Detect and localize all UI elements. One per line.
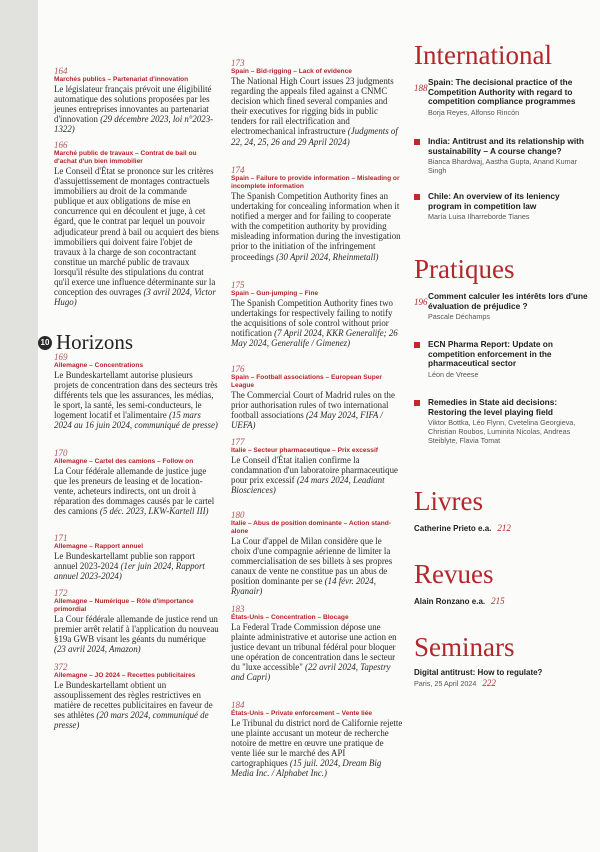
entry-text: Le Bundeskartellamt publie son rapport annuel 2023-2024 (1er juin 2024, Rapport annuel 2023-2024) (54, 551, 205, 582)
entry-number: 180 (231, 510, 245, 520)
entry-keywords: États-Unis – Private enforcement – Vente liée (231, 710, 373, 717)
item-title: Chile: An overview of its leniency program in competition law (428, 191, 560, 211)
entry-number: 184 (231, 700, 245, 710)
entry-text: The National High Court issues 23 judgments regarding the appeals filed against a CNMC decision which fined several companies and their executives for rigging bids in public tenders for rail electrification and electromechanical infrastructure (Judgments of 22, 24, 25, 26 and 29 April 2024) (231, 76, 398, 147)
livres-entry[interactable] (414, 523, 594, 534)
entry-number: 176 (231, 364, 245, 374)
page-number: 222 (482, 678, 496, 688)
entry-keywords: Allemagne – Numérique – Rôle d'importance primordial (54, 598, 194, 613)
entry-keywords: États-Unis – Concentration – Blocage (231, 614, 349, 621)
revues-authors: Alain Ronzano e.a. (414, 597, 486, 606)
item-authors: María Luisa Ilharreborde Tianes (428, 212, 530, 222)
section-title: Horizons (56, 330, 133, 354)
entry-keywords: Marchés publics – Partenariat d'innovation (54, 76, 189, 83)
entry-183[interactable] (231, 604, 403, 683)
section-number-badge: 10 (38, 336, 52, 350)
page-number: 188 (414, 83, 428, 93)
section-seminars-heading: Seminars (414, 632, 515, 662)
section-revues-heading: Revues (414, 559, 494, 589)
item-authors: Pascale Déchamps (428, 312, 490, 322)
entry-number: 175 (231, 280, 245, 290)
item-authors: Borja Reyes, Alfonso Rincón (428, 107, 520, 117)
entry-164[interactable] (54, 66, 219, 134)
entry-keywords: Allemagne – Concentrations (54, 362, 144, 369)
entry-keywords: Allemagne – Rapport annuel (54, 543, 144, 550)
bullet-square-icon (414, 400, 420, 406)
entry-177[interactable] (231, 437, 403, 495)
entry-171[interactable] (54, 533, 219, 581)
entry-text: Le Bundeskartellamt autorise plusieurs projets de concentration dans des secteurs très différents tels que les assurances, les médias, le sport, la santé, les semi-conducteurs, le logement locatif et l'alimentaire (15 mars 2024 au 16 juin 2024, communiqué de presse) (54, 370, 218, 431)
section-livres-heading: Livres (414, 486, 483, 516)
item-title: Spain: The decisional practice of the Competition Authority with regard to competition compliance programmes (428, 77, 576, 107)
international-item-india[interactable] (414, 137, 594, 175)
entry-text: Le Conseil d'État italien confirme la condamnation d'un laboratoire pharmaceutique pour prix excessif (24 mars 2024, Leadiant Biosciences) (231, 455, 398, 496)
bullet-square-icon (414, 194, 420, 200)
section-heading (38, 330, 133, 355)
entry-number: 164 (54, 66, 68, 76)
item-title: Comment calculer les intérêts lors d'une évaluation de préjudice ? (428, 291, 588, 311)
entry-text: La Federal Trade Commission dépose une plainte administrative et autorise une action en justice devant un tribunal fédéral pour bloquer une opération de concentration dans le secteur du "luxe accessible" (22 avril 2024, Tapestry and Capri) (231, 622, 397, 683)
entry-180[interactable] (231, 510, 403, 597)
entry-number: 170 (54, 448, 68, 458)
seminars-entry[interactable] (414, 668, 594, 689)
entry-173[interactable] (231, 58, 403, 147)
entry-number: 171 (54, 533, 68, 543)
entry-170[interactable] (54, 448, 219, 516)
revues-entry[interactable] (414, 596, 594, 607)
entry-184[interactable] (231, 700, 403, 779)
entry-372[interactable] (54, 662, 219, 730)
entry-number: 173 (231, 58, 245, 68)
entry-keywords: Spain – Failure to provide information – Misleading or incomplete information (231, 175, 400, 190)
page-number: 215 (491, 596, 505, 606)
international-item-chile[interactable] (414, 192, 594, 221)
entry-text: The Spanish Competition Authority fines an undertaking for concealing information when it notified a merger and for failing to cooperate with the competition authority by providing misleading information during the investigation prior to the initiation of the infringement proceedings (30 April 2024, Rheinmetall) (231, 191, 401, 262)
item-title: India: Antitrust and its relationship with sustainability – A course change? (428, 136, 584, 156)
page-gutter (0, 0, 38, 852)
item-authors: Bianca Bhardwaj, Aastha Gupta, Anand Kumar Singh (428, 157, 578, 176)
entry-keywords: Spain – Bid-rigging – Lack of evidence (231, 68, 352, 75)
livres-authors: Catherine Prieto e.a. (414, 524, 492, 533)
entry-172[interactable] (54, 588, 219, 654)
entry-number: 372 (54, 662, 68, 672)
entry-number: 174 (231, 165, 245, 175)
entry-keywords: Allemagne – Cartel des camions – Follow on (54, 458, 194, 465)
page-number: 212 (497, 523, 511, 533)
entry-number: 169 (54, 352, 68, 362)
section-pratiques-heading: Pratiques (414, 254, 515, 284)
entry-174[interactable] (231, 165, 403, 262)
entry-number: 177 (231, 437, 245, 447)
seminar-date: Paris, 25 April 2024 (414, 679, 477, 688)
bullet-square-icon (414, 139, 420, 145)
page-number: 196 (414, 297, 428, 307)
item-authors: Viktor Bottka, Léo Flynn, Cvetelina Georgieva, Christian Roubos, Luminita Nicolas, Andreas Steiblyte, Flavia Tomat (428, 418, 576, 446)
item-title: Remedies in State aid decisions: Restoring the level playing field (428, 397, 558, 417)
entry-text: Le Bundeskartellamt obtient un assouplissement des règles restrictives en matière de recettes publicitaires en faveur de ses athlètes (20 mars 2024, communiqué de presse) (54, 680, 213, 731)
seminar-title: Digital antitrust: How to regulate? (414, 668, 543, 677)
entry-text: La Cour fédérale allemande de justice rend un premier arrêt relatif à l'application du nouveau §19a GWB visant les géants du numérique (23 avril 2024, Amazon) (54, 614, 219, 655)
entry-keywords: Italie – Abus de position dominante – Action stand-alone (231, 520, 391, 535)
pratiques-item-interets[interactable] (414, 292, 594, 321)
entry-keywords: Spain – Gun-jumping – Fine (231, 290, 319, 297)
pratiques-item-remedies[interactable] (414, 398, 594, 445)
entry-176[interactable] (231, 364, 403, 430)
international-item-spain[interactable] (414, 78, 594, 117)
entry-text: Le Tribunal du district nord de Californie rejette une plainte accusant un moteur de recherche notoire de mettre en œuvre une pratique de vente liée sur le marché des API cartographiques (15 juil. 2024, Dream Big Media Inc. / Alphabet Inc.) (231, 718, 403, 779)
entry-text: The Spanish Competition Authority fines two undertakings for respectively failing to notify the acquisitions of sole control without prior notification (7 April 2024, KKR Generalife; 26 May 2024, Generalife / Gimenez) (231, 298, 398, 349)
entry-175[interactable] (231, 280, 403, 348)
entry-169[interactable] (54, 352, 219, 431)
entry-number: 166 (54, 140, 68, 150)
item-authors: Léon de Vreese (428, 369, 479, 379)
entry-text: Le législateur français prévoit une éligibilité automatique des solutions proposées par les jeunes entreprises innovantes au partenariat d'innovation (29 décembre 2023, loi n°2023-1322) (54, 84, 214, 135)
entry-number: 172 (54, 588, 68, 598)
entry-keywords: Allemagne – JO 2024 – Recettes publicitaires (54, 672, 196, 679)
item-title: ECN Pharma Report: Update on competition enforcement in the pharmaceutical sector (428, 339, 553, 369)
entry-text: The Commercial Court of Madrid rules on the prior authorisation rules of two international football associations (24 May 2024, FIFA / UEFA) (231, 390, 395, 431)
entry-text: La Cour fédérale allemande de justice juge que les preneurs de leasing et de location-vente, acheteurs indirects, ont un droit à réparation des dommages causés par le cartel des camions (5 déc. 2023, LKW-Kartell III) (54, 466, 215, 517)
section-international-heading: International (414, 40, 552, 70)
entry-keywords: Spain – Football associations – European Super League (231, 374, 382, 389)
entry-keywords: Italie – Secteur pharmaceutique – Prix excessif (231, 447, 378, 454)
entry-text: Le Conseil d'État se prononce sur les critères d'assujettissement de montages contractuels immobiliers au droit de la commande publique et aux obligations de mise en concurrence qui en découlent et juge, à cet égard, que le contrat par lequel un pouvoir adjudicateur prend à bail ou acquiert des biens immobiliers qui doivent faire l'objet de travaux à la charge de son cocontractant constitue un marché public de travaux lorsqu'il résulte des stipulations du contrat qu'il exerce une influence déterminante sur la conception des ouvrages (3 avril 2024, Victor Hugo) (54, 166, 219, 308)
pratiques-item-ecn[interactable] (414, 340, 594, 379)
entry-166[interactable] (54, 140, 219, 307)
entry-text: La Cour d'appel de Milan considère que le choix d'une compagnie aérienne de limiter la commercialisation de ses billets à ses propres canaux de vente ne constitue pas un abus de position dominante per se (14 févr. 2024, Ryanair) (231, 536, 393, 597)
entry-number: 183 (231, 604, 245, 614)
entry-keywords: Marché public de travaux – Contrat de bail ou d'achat d'un bien immobilier (54, 150, 197, 165)
bullet-square-icon (414, 342, 420, 348)
